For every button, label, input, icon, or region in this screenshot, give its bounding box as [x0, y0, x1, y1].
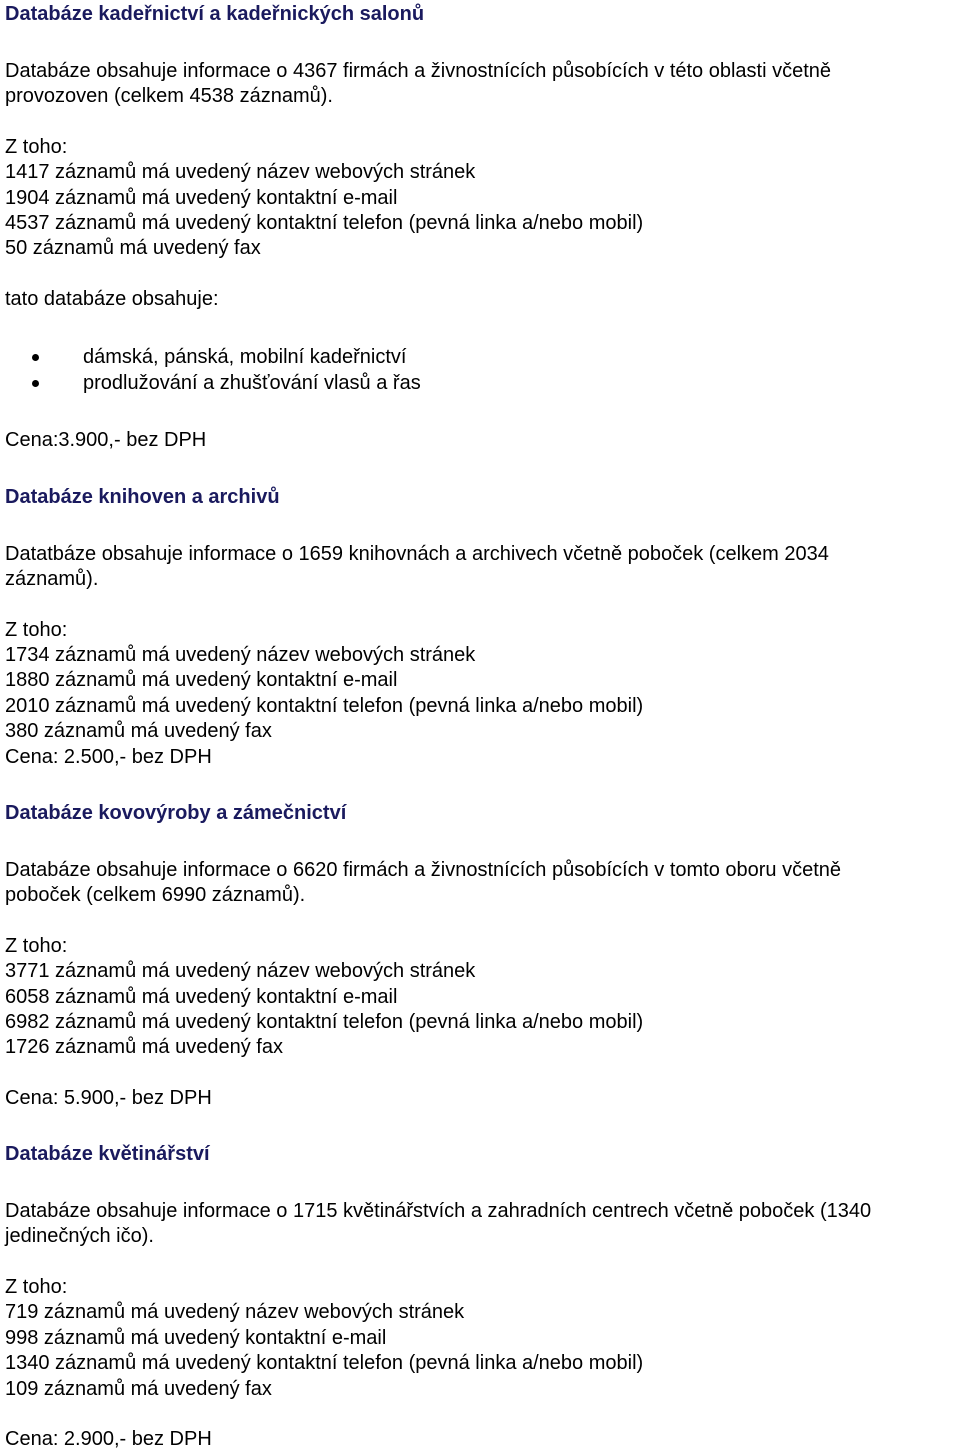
stat-line: 719 záznamů má uvedený název webových stránek — [5, 1301, 465, 1323]
stat-line: 50 záznamů má uvedený fax — [5, 237, 261, 259]
z-toho-label: Z toho: — [5, 619, 68, 641]
stat-line: 998 záznamů má uvedený kontaktní e-mail — [5, 1327, 387, 1349]
bullet-icon — [32, 380, 39, 387]
section-heading: Databáze knihoven a archivů — [5, 486, 280, 508]
section-intro-line: Databáze obsahuje informace o 6620 firmách a živnostnících působících v tomto oboru včetně — [5, 859, 842, 881]
z-toho-label: Z toho: — [5, 136, 68, 158]
section-heading: Databáze květinářství — [5, 1143, 210, 1165]
section-intro-line: poboček (celkem 6990 záznamů). — [5, 884, 306, 906]
bullet-icon — [32, 354, 39, 361]
price-line: Cena: 2.500,- bez DPH — [5, 746, 212, 768]
stat-line: 6058 záznamů má uvedený kontaktní e-mail — [5, 986, 398, 1008]
stat-line: 4537 záznamů má uvedený kontaktní telefon (pevná linka a/nebo mobil) — [5, 212, 644, 234]
section-intro-line: provozoven (celkem 4538 záznamů). — [5, 85, 333, 107]
z-toho-label: Z toho: — [5, 935, 68, 957]
section-heading: Databáze kadeřnictví a kadeřnických salonů — [5, 3, 425, 25]
stat-line: 1880 záznamů má uvedený kontaktní e-mail — [5, 669, 398, 691]
stat-line: 1417 záznamů má uvedený název webových stránek — [5, 161, 476, 183]
bullet-item: dámská, pánská, mobilní kadeřnictví — [83, 346, 407, 368]
z-toho-label: Z toho: — [5, 1276, 68, 1298]
section-intro-line: záznamů). — [5, 568, 99, 590]
stat-line: 3771 záznamů má uvedený název webových stránek — [5, 960, 476, 982]
section-intro-line: Databáze obsahuje informace o 4367 firmách a živnostnících působících v této oblasti včetně — [5, 60, 832, 82]
contains-label: tato databáze obsahuje: — [5, 288, 219, 310]
stat-line: 380 záznamů má uvedený fax — [5, 720, 272, 742]
section-intro-line: jedinečných ičo). — [5, 1225, 154, 1247]
stat-line: 1726 záznamů má uvedený fax — [5, 1036, 283, 1058]
stat-line: 2010 záznamů má uvedený kontaktní telefon (pevná linka a/nebo mobil) — [5, 695, 644, 717]
section-intro-line: Databáze obsahuje informace o 1715 květinářstvích a zahradních centrech včetně poboček (1340 — [5, 1200, 872, 1222]
price-line: Cena:3.900,- bez DPH — [5, 429, 207, 451]
section-heading: Databáze kovovýroby a zámečnictví — [5, 802, 347, 824]
price-line: Cena: 5.900,- bez DPH — [5, 1087, 212, 1109]
stat-line: 109 záznamů má uvedený fax — [5, 1378, 272, 1400]
bullet-item: prodlužování a zhušťování vlasů a řas — [83, 372, 421, 394]
section-intro-line: Datatbáze obsahuje informace o 1659 knihovnách a archivech včetně poboček (celkem 2034 — [5, 543, 829, 565]
stat-line: 1904 záznamů má uvedený kontaktní e-mail — [5, 187, 398, 209]
stat-line: 1340 záznamů má uvedený kontaktní telefon (pevná linka a/nebo mobil) — [5, 1352, 644, 1374]
price-line: Cena: 2.900,- bez DPH — [5, 1428, 212, 1450]
stat-line: 1734 záznamů má uvedený název webových stránek — [5, 644, 476, 666]
stat-line: 6982 záznamů má uvedený kontaktní telefon (pevná linka a/nebo mobil) — [5, 1011, 644, 1033]
